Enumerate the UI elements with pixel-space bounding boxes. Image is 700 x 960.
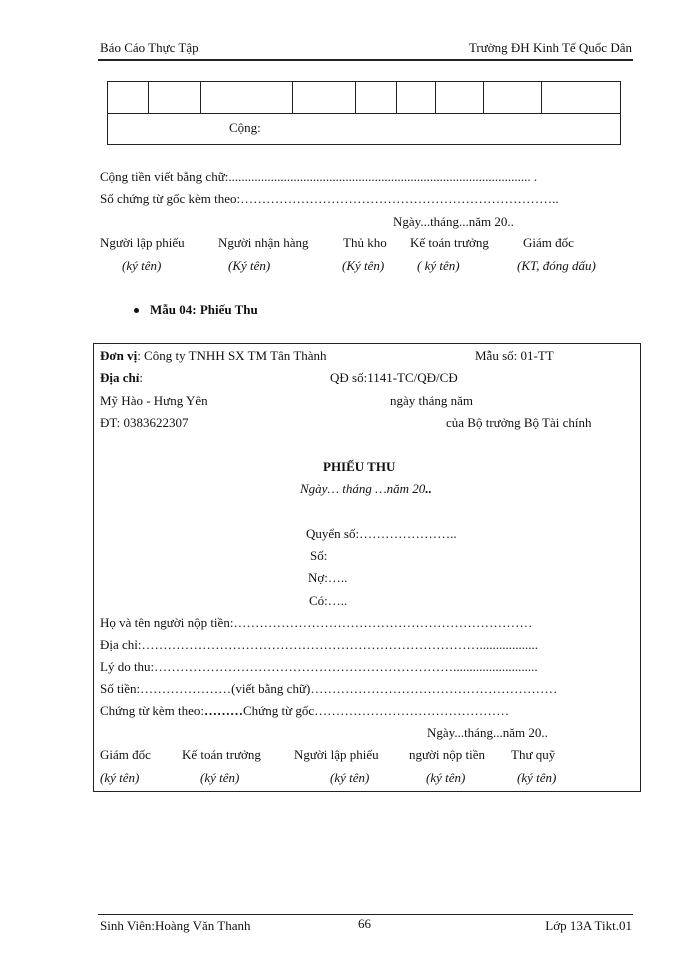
total-label: Cộng: [229,120,261,135]
unit-value: : Công ty TNHH SX TM Tân Thành [137,348,327,363]
form-signer-note: (ký tên) [517,770,557,785]
attached-docs-line: Số chứng từ gốc kèm theo:……………………………………………………………….. [100,191,559,206]
signer-note: ( ký tên) [417,258,460,273]
table-total-row [108,114,621,145]
form-signer-note: (ký tên) [426,770,466,785]
form-signer-note: (ký tên) [200,770,240,785]
amount-line: Số tiền:…………………(viết bằng chữ)………………………………………………… [100,681,558,696]
form-date-line: Ngày...tháng...năm 20.. [427,725,548,740]
signer-title: Thủ kho [343,235,387,250]
unit-row [100,348,327,364]
form-signer-title: Người lập phiếu [294,747,379,762]
table-cell [542,82,621,114]
table-cell [108,82,149,114]
address-row [100,370,143,386]
form-signer-title: Thư quỹ [511,747,556,762]
receipt-number: Số: [310,548,328,563]
reason-line: Lý do thu:…………………………………………………………….......................... [100,659,538,674]
payer-name-line: Họ và tên người nộp tiền:…………………………………………………………… [100,615,533,630]
signer-title: Người nhận hàng [218,235,309,250]
receipt-form [93,343,641,792]
form-signer-title: người nộp tiền [409,747,486,762]
section-heading: Mẫu 04: Phiếu Thu [150,302,258,317]
book-number: Quyển số:………………….. [306,526,457,541]
attached-line [100,703,509,719]
page-number: 66 [358,916,371,931]
header-right: Trường ĐH Kinh Tế Quốc Dân [468,40,632,55]
signer-note: (Ký tên) [342,258,385,273]
signer-note: (ký tên) [122,258,162,273]
date-line: Ngày...tháng...năm 20.. [393,214,514,229]
attached-dots: ……… [204,703,243,718]
debit-account: Nợ:….. [308,570,348,585]
table-cell [201,82,293,114]
form-signer-note: (ký tên) [330,770,370,785]
form-title-date-dots: .. [425,481,432,496]
footer-rule [98,914,633,915]
form-title: PHIẾU THU [323,459,396,474]
form-signer-title: Kế toán trưởng [182,747,261,762]
unit-label: Đơn vị [100,348,138,363]
table-cell [356,82,397,114]
address-label: Địa chỉ [100,370,140,385]
decision-number: QĐ số:1141-TC/QĐ/CĐ [330,370,458,385]
form-title-date-text: Ngày… tháng …năm 20 [300,481,426,496]
table-cell [293,82,356,114]
attached-label: Chứng từ kèm theo: [100,703,204,718]
header-rule [98,59,633,61]
goods-table [107,81,621,145]
credit-account: Có:….. [309,593,348,608]
table-cell [436,82,484,114]
address-value: Mỹ Hào - Hưng Yên [100,393,208,408]
form-title-date [300,481,432,497]
table-cell [149,82,201,114]
table-row [108,82,621,114]
footer-student: Sinh Viên:Hoàng Văn Thanh [100,918,251,933]
footer-class: Lớp 13A Tikt.01 [545,918,632,933]
form-signer-title: Giám đốc [100,747,151,762]
table-cell [484,82,542,114]
table-total-cell [108,114,621,145]
attached-origin: Chứng từ gốc……………………………………… [243,703,510,718]
phone-number: ĐT: 0383622307 [100,415,189,430]
signer-title: Người lập phiếu [100,235,185,250]
signer-note: (Ký tên) [228,258,271,273]
form-signer-note: (ký tên) [100,770,140,785]
signer-title: Kế toán trưởng [410,235,489,250]
decision-date: ngày tháng năm [390,393,474,408]
amount-in-words-line: Cộng tiền viết bằng chữ:............................................................................................. . [100,169,538,184]
header-left: Báo Cáo Thực Tập [100,40,199,55]
issuer: của Bộ trưởng Bộ Tài chính [446,415,592,430]
signer-title: Giám đốc [523,235,574,250]
template-number: Mẫu số: 01-TT [475,348,554,363]
signer-note: (KT, đóng dấu) [517,258,596,273]
bullet-icon [134,308,139,313]
table-cell [397,82,436,114]
address-colon: : [139,370,143,385]
payer-address-line: Địa chỉ:…………………………………………………………………….................. [100,637,539,652]
